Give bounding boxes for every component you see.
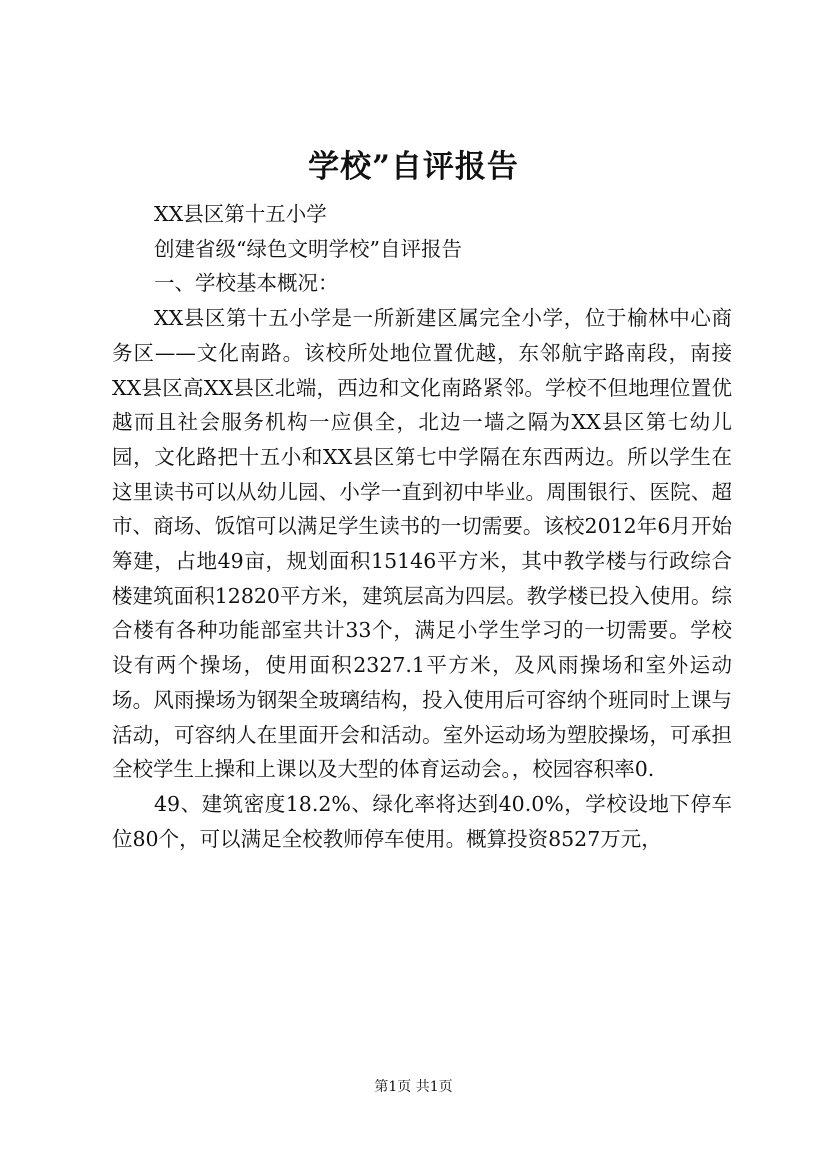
page-footer: 第1页 共1页 (374, 1079, 453, 1095)
paragraph-continuation: 49、建筑密度18.2%、绿化率将达到40.0%，学校设地下停车位80个，可以满足全校教师停车使用。概算投资8527万元， (112, 791, 732, 851)
document-title: 学校”自评报告 (308, 149, 519, 185)
school-name-line: XX县区第十五小学 (154, 202, 327, 226)
section-heading: 一、学校基本概况： (154, 271, 339, 296)
report-name-line: 创建省级“绿色文明学校”自评报告 (154, 236, 462, 261)
paragraph-overview: XX县区第十五小学是一所新建区属完全小学，位于榆林中心商务区——文化南路。该校所处地位置优越，东邻航宇路南段，南接XX县区高XX县区北端，西边和文化南路紧邻。学校不但地理位置优越而且社会服务机构一应俱全，北边一墙之隔为XX县区第七幼儿园，文化路把十五小和XX县区第七中学隔在东西两边。所以学生在这里读书可以从幼儿园、小学一直到初中毕业。周围银行、医院、超市、商场、饭馆可以满足学生读书的一切需要。该校2012年6月开始筹建，占地49亩，规划面积15146平方米，其中教学楼与行政综合楼建筑面积12820平方米，建筑层高为四层。教学楼已投入使用。综合楼有各种功能部室共计33个，满足小学生学习的一切需要。学校设有两个操场，使用面积2327.1平方米，及风雨操场和室外运动场。风雨操场为钢架全玻璃结构，投入使用后可容纳个班同时上课与活动，可容纳人在里面开会和活动。室外运动场为塑胶操场，可承担全校学生上操和上课以及大型的体育运动会。，校园容积率0. (112, 306, 732, 782)
document-body (112, 197, 732, 856)
